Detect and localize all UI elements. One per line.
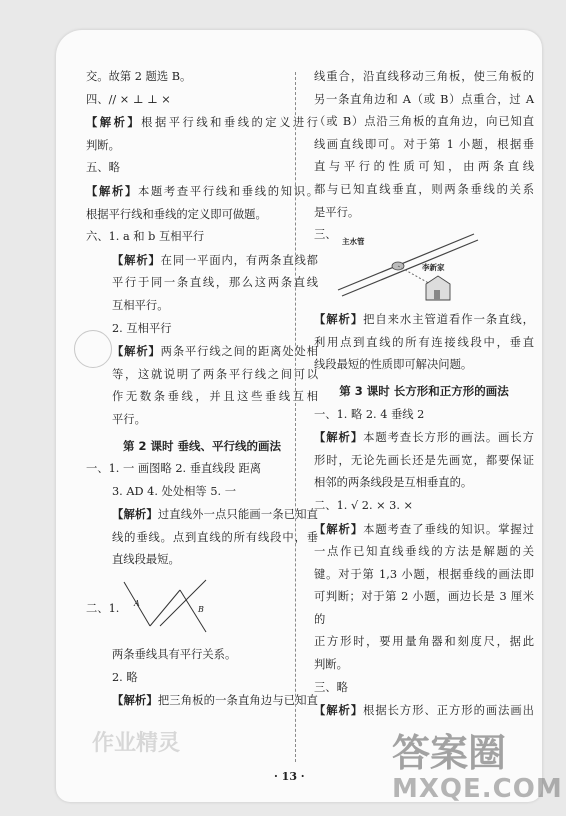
point-label-a: A (134, 599, 140, 609)
house-label: 李新家 (422, 263, 445, 273)
text-line: 可判断；对于第 2 小题，画边长是 3 厘米的 (314, 590, 534, 626)
text-line: 直线段最短。 (112, 553, 180, 567)
water-pipe-diagram (334, 228, 484, 308)
text: 本题考查长方形的画法。画长方 (363, 431, 534, 445)
faint-watermark: 作业精灵 (92, 731, 181, 756)
text-line: 正方形时，要用量角器和刻度尺，据此 (314, 635, 534, 649)
point-label-b: B (198, 605, 204, 615)
text-line: 利用点到直线的所有连接线段中，垂直 (314, 335, 534, 349)
text: 根据平行线和垂线的定义进行 (141, 116, 318, 130)
pipe-label: 主水管 (342, 237, 365, 247)
section-title: 第 2 课时 垂线、平行线的画法 (122, 438, 281, 453)
given-line-right (160, 580, 206, 626)
text: 根据长方形、正方形的画法画出 (363, 704, 534, 718)
analysis-tag: 【解析】 (314, 312, 364, 327)
analysis-tag: 【解析】 (314, 521, 364, 536)
analysis-line (86, 249, 318, 273)
text-line: 判断。 (314, 658, 348, 672)
analysis-tag: 【解析】 (86, 115, 142, 130)
analysis-line (86, 503, 318, 527)
text-line: 六、1. a 和 b 互相平行 (86, 230, 205, 244)
analysis-tag: 【解析】 (112, 252, 161, 267)
text-line: 四、// × ⊥ ⊥ × (86, 92, 171, 106)
column-divider (295, 72, 296, 762)
text-line: 互相平行。 (112, 298, 169, 312)
brand-watermark: 答案圈 (392, 731, 507, 775)
text-line: 直与平行的性质可知，由两条直线 (314, 160, 534, 174)
section-title: 第 3 课时 长方形和正方形的画法 (339, 383, 509, 398)
text-line: 根据平行线和垂线的定义即可做题。 (86, 207, 267, 221)
text-line: 线的垂线。点到直线的所有线段中，垂 (112, 530, 318, 544)
text-line: 相邻的两条线段是互相垂直的。 (314, 476, 473, 490)
analysis-line (86, 180, 318, 204)
analysis-tag: 【解析】 (314, 703, 364, 718)
text-line: 都与已知直线垂直，则两条垂线的关系 (314, 182, 534, 196)
analysis-tag: 【解析】 (112, 507, 158, 522)
document-page (56, 30, 542, 802)
text: 在同一平面内，有两条直线都 (160, 253, 318, 267)
analysis-line (314, 699, 534, 723)
text-line: 两条垂线具有平行关系。 (112, 648, 237, 662)
parallel-lines-figure (86, 576, 318, 642)
water-pipe-figure (314, 224, 534, 304)
text: 把自来水主管道看作一条直线， (363, 313, 534, 327)
analysis-line (314, 518, 534, 542)
right-column (314, 66, 534, 723)
analysis-tag: 【解析】 (314, 430, 364, 445)
text-line: 形时，无论先画长还是先画宽，都要保证 (314, 453, 534, 467)
analysis-tag: 【解析】 (86, 183, 138, 198)
analysis-line (314, 426, 534, 450)
analysis-line (314, 308, 534, 332)
perpendicular-lines-diagram (120, 576, 250, 642)
text-line: 2. 互相平行 (112, 321, 172, 335)
text-line: 2. 略 (112, 670, 138, 684)
analysis-line (86, 340, 318, 364)
text-line: 一、1. 略 2. 4 垂线 2 (314, 407, 425, 421)
text-line: 另一条直角边和 A（或 B）点重合，过 A (314, 92, 534, 106)
analysis-line (86, 111, 318, 135)
analysis-line (86, 689, 318, 713)
text-line: 一、1. 一 画图略 2. 垂直线段 距离 (86, 462, 262, 476)
text-line: 一点作已知直线垂线的方法是解题的关 (314, 545, 534, 559)
text: 本题考查平行线和垂线的知识。 (137, 184, 318, 198)
text-line: 线重合，沿直线移动三角板，使三角板的 (314, 70, 534, 83)
analysis-tag: 【解析】 (112, 344, 161, 359)
main-pipe-line-bottom (342, 240, 478, 296)
text-line: 作无数条垂线，并且这些垂线互相 (112, 390, 318, 404)
faint-stamp-icon (74, 330, 112, 368)
text-line: 线画直线即可。对于第 1 小题，根据垂 (314, 137, 534, 151)
text-line: 是平行。 (314, 205, 360, 219)
text-line: 平行于同一条直线，那么这两条直线 (112, 276, 318, 290)
text-line: 三、略 (314, 680, 348, 694)
text-line: 交。故第 2 题选 B。 (86, 70, 192, 83)
text-line: 判断。 (86, 138, 120, 152)
left-column (86, 66, 318, 713)
text: 本题考查了垂线的知识。掌握过 (363, 522, 534, 536)
site-watermark: MXQE.COM (392, 774, 563, 804)
text: 把三角板的一条直角边与已知直 (157, 694, 318, 708)
text-line: 键。对于第 1,3 小题，根据垂线的画法即 (314, 567, 534, 581)
page-number: · 13 · (274, 770, 305, 783)
text-line: 五、略 (86, 161, 120, 175)
text-line: 等，这就说明了两条平行线之间可以 (112, 367, 318, 381)
text-line: 平行。 (112, 412, 146, 426)
house-door-icon (434, 290, 440, 300)
text-line: 线段最短的性质即可解决问题。 (314, 358, 473, 372)
text: 两条平行线之间的距离处处相 (160, 345, 318, 359)
text-line: 3. AD 4. 处处相等 5. 一 (112, 484, 236, 498)
item-label: 二、1. (86, 602, 120, 616)
analysis-tag: 【解析】 (112, 693, 158, 708)
text-line: （或 B）点沿三角板的直角边，向已知直 (314, 115, 534, 129)
text: 过直线外一点只能画一条已知直 (157, 508, 318, 522)
item-label: 三、 (314, 228, 337, 242)
text-line: 二、1. √ 2. × 3. × (314, 498, 414, 512)
